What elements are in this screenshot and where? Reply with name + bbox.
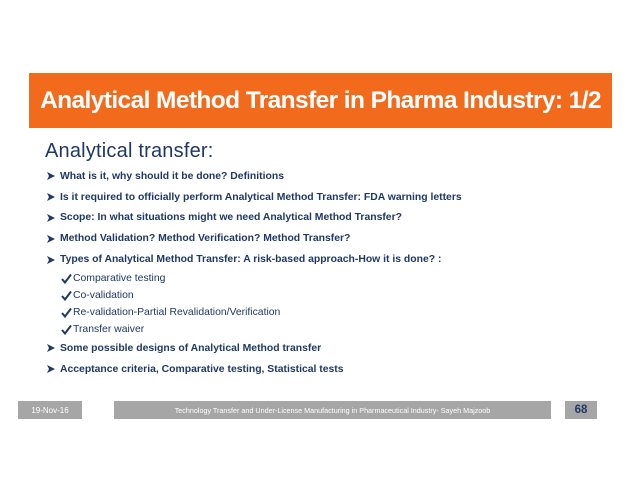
section-heading: Analytical transfer:	[45, 140, 214, 162]
bullet-text: Some possible designs of Analytical Method transfer	[60, 342, 322, 354]
bullet-item	[46, 249, 606, 270]
arrow-right-icon	[46, 364, 57, 374]
bullet-text: Acceptance criteria, Comparative testing, Statistical tests	[60, 363, 344, 375]
checkmark-icon	[61, 290, 72, 301]
arrow-right-icon	[46, 192, 57, 202]
checkmark-icon	[61, 273, 72, 284]
title-banner	[29, 73, 612, 128]
footer-caption: Technology Transfer and Under-License Manufacturing in Pharmaceutical Industry- Sayeh Majzoob	[114, 401, 551, 419]
bullet-item	[46, 208, 606, 229]
sub-item	[46, 304, 606, 321]
sub-item-text: Re-validation-Partial Revalidation/Verification	[73, 306, 281, 318]
bullet-item	[46, 359, 606, 380]
bullet-item	[46, 187, 606, 208]
arrow-right-icon	[46, 213, 57, 223]
bullet-item	[46, 166, 606, 187]
bullet-text: Types of Analytical Method Transfer: A risk-based approach-How it is done? :	[60, 254, 442, 266]
bullet-text: Scope: In what situations might we need Analytical Method Transfer?	[60, 212, 402, 224]
sub-item	[46, 287, 606, 304]
bullet-list	[46, 166, 606, 380]
page-title: Analytical Method Transfer in Pharma Industry: 1/2	[40, 86, 601, 114]
arrow-right-icon	[46, 171, 57, 181]
bullet-item	[46, 338, 606, 359]
arrow-right-icon	[46, 234, 57, 244]
checkmark-icon	[61, 324, 72, 335]
sub-item-text: Comparative testing	[73, 272, 166, 284]
bullet-text: What is it, why should it be done? Definitions	[60, 170, 284, 182]
page-number: 68	[565, 401, 597, 419]
sub-item-text: Transfer waiver	[73, 323, 145, 335]
sub-item	[46, 270, 606, 287]
bullet-text: Method Validation? Method Verification? Method Transfer?	[60, 233, 351, 245]
checkmark-icon	[61, 307, 72, 318]
bullet-text: Is it required to officially perform Analytical Method Transfer: FDA warning letters	[60, 191, 462, 203]
footer-date: 19-Nov-16	[18, 401, 82, 419]
bullet-item	[46, 228, 606, 249]
sub-item-text: Co-validation	[73, 289, 134, 301]
arrow-right-icon	[46, 255, 57, 265]
sub-item	[46, 321, 606, 338]
arrow-right-icon	[46, 343, 57, 353]
